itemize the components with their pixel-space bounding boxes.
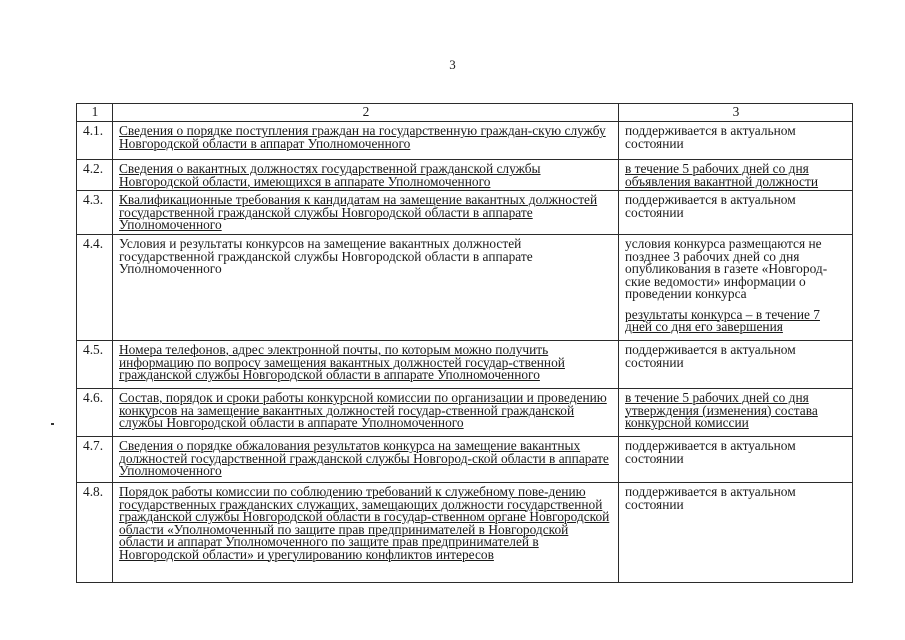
row-description-text: Номера телефонов, адрес электронной почты, по которым можно получить информацию по вопросу замещения вакантных должностей государ-ственной гражданской службы Новгородской области в аппарате Уполномоченного	[119, 342, 565, 382]
table-header-row	[77, 104, 853, 122]
row-number: 4.4.	[77, 235, 113, 341]
row-deadline	[619, 235, 853, 341]
row-number: 4.3.	[77, 191, 113, 235]
table-row	[77, 235, 853, 341]
row-number: 4.2.	[77, 160, 113, 191]
row-deadline	[619, 389, 853, 437]
row-description-text: Сведения о порядке поступления граждан на государственную граждан-скую службу Новгородской области в аппарат Уполномоченного	[119, 123, 606, 151]
row-description	[113, 341, 619, 389]
table-row	[77, 437, 853, 483]
table-row	[77, 483, 853, 583]
disclosure-table	[76, 103, 853, 583]
table-row	[77, 389, 853, 437]
row-number: 4.6.	[77, 389, 113, 437]
table-row	[77, 341, 853, 389]
row-description	[113, 122, 619, 160]
row-description-text: Сведения о вакантных должностях государственной гражданской службы Новгородской области, имеющихся в аппарате Уполномоченного	[119, 161, 541, 189]
row-number: 4.5.	[77, 341, 113, 389]
row-deadline: поддерживается в актуальном состоянии	[619, 191, 853, 235]
row-description-text: Квалификационные требования к кандидатам на замещение вакантных должностей государственной гражданской службы Новгородской области в аппарате Уполномоченного	[119, 192, 598, 232]
row-deadline: поддерживается в актуальном состоянии	[619, 437, 853, 483]
row-deadline: поддерживается в актуальном состоянии	[619, 341, 853, 389]
row-deadline	[619, 160, 853, 191]
row-number: 4.1.	[77, 122, 113, 160]
row-number: 4.8.	[77, 483, 113, 583]
row-deadline: поддерживается в актуальном состоянии	[619, 483, 853, 583]
row-description	[113, 160, 619, 191]
header-col-1: 1	[77, 104, 113, 122]
row-deadline: поддерживается в актуальном состоянии	[619, 122, 853, 160]
table-row	[77, 191, 853, 235]
row-description	[113, 389, 619, 437]
page-number: 3	[449, 57, 456, 72]
header-col-3: 3	[619, 104, 853, 122]
header-col-2: 2	[113, 104, 619, 122]
row-description-text: Состав, порядок и сроки работы конкурсной комиссии по организации и проведению конкурсов на замещение вакантных должностей государ-ственной гражданской службы Новгородской области в аппарате Уполномоченного	[119, 390, 607, 430]
row-deadline-text: в течение 5 рабочих дней со дня утверждения (изменения) состава конкурсной комиссии	[625, 390, 818, 430]
table-row	[77, 122, 853, 160]
row-number: 4.7.	[77, 437, 113, 483]
margin-mark	[51, 423, 54, 425]
row-description: Условия и результаты конкурсов на замещение вакантных должностей государственной гражданской службы Новгородской области в аппарате Уполномоченного	[113, 235, 619, 341]
row-description	[113, 437, 619, 483]
row-deadline-results: результаты конкурса – в течение 7 дней со дня его завершения	[625, 306, 820, 334]
row-description-text: Сведения о порядке обжалования результатов конкурса на замещение вакантных должностей государственной гражданской службы Новгород-ской области в аппарате Уполномоченного	[119, 438, 609, 478]
table-row	[77, 160, 853, 191]
row-description	[113, 191, 619, 235]
row-deadline-conditions: условия конкурса размещаются не позднее 3 рабочих дней со дня опубликования в газете «Новгород-ские ведомости» информации о проведении конкурса	[625, 236, 828, 301]
row-description	[113, 483, 619, 583]
row-description-text: Порядок работы комиссии по соблюдению требований к служебному пове-дению государственных гражданских служащих, замещающих должности государственной гражданской службы Новгородской области в государ-ственном органе Новгородской области «Уполномоченный по защите прав предпринимателей в Новгородской области и аппарат Уполномоченного по защите прав предпринимателей в Новгородской области» и урегулированию конфликтов интересов	[119, 484, 610, 562]
row-deadline-text: в течение 5 рабочих дней со дня объявления вакантной должности	[625, 161, 819, 189]
